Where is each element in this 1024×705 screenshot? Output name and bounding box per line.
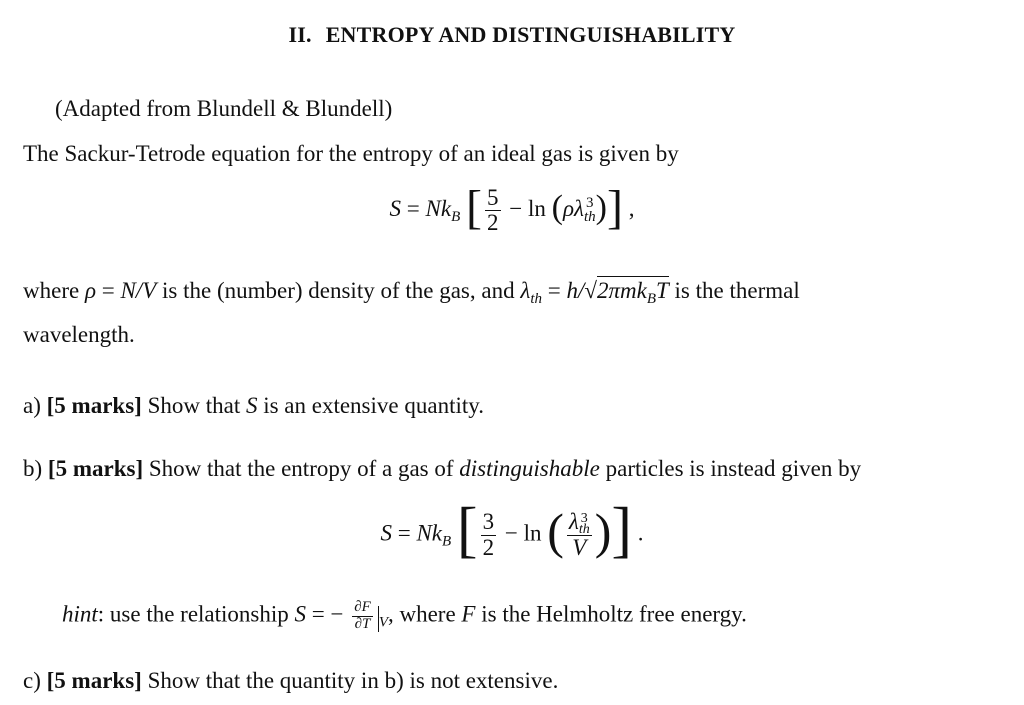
sqrt-sub: B	[646, 291, 656, 307]
eq1-trailing: ,	[628, 195, 635, 221]
eq1-frac-num: 5	[487, 185, 499, 210]
part-c-marks: [5 marks]	[46, 668, 142, 693]
eq1-equals: =	[406, 195, 420, 221]
eq2-inner-den: V	[572, 534, 587, 560]
section-heading: ENTROPY AND DISTINGUISHABILITY	[325, 22, 736, 47]
hint-dnum: ∂F	[354, 599, 371, 615]
eq1-prefactor-sub: B	[451, 208, 461, 225]
hint-text2: where	[399, 601, 456, 627]
part-a	[23, 393, 484, 419]
eq1-fraction	[485, 186, 501, 235]
sackur-tetrode-equation	[0, 180, 1024, 236]
eq1-right-paren: )	[595, 188, 607, 226]
lambda-equals: =	[547, 278, 561, 303]
part-b-marks: [5 marks]	[47, 456, 144, 481]
eq2-prefactor-sub: B	[442, 533, 452, 550]
part-c-label: c)	[23, 668, 41, 693]
source-note: (Adapted from Blundell & Blundell)	[55, 96, 393, 121]
sqrt-body	[596, 276, 669, 307]
eq2-inner-sub: th	[578, 521, 590, 537]
hint-text3: is the Helmholtz free energy.	[481, 601, 747, 627]
eq2-minus: −	[504, 520, 518, 546]
eq1-prefactor: Nk	[425, 195, 452, 221]
part-c-text: Show that the quantity in b) is not extensive.	[147, 668, 559, 693]
eq2-equals: =	[397, 520, 411, 546]
eq1-minus: −	[509, 195, 523, 221]
eq1-arg-sub: th	[583, 208, 596, 225]
eq2-frac-num: 3	[482, 509, 495, 535]
part-a-marks: [5 marks]	[46, 393, 142, 418]
part-b-label: b)	[23, 456, 43, 481]
hint-comma: ,	[387, 601, 394, 627]
density-text: is the (number) density of the gas, and	[162, 278, 515, 303]
hint-F: F	[461, 601, 476, 627]
eq2-frac-den: 2	[482, 534, 495, 560]
hint-var: S	[294, 601, 307, 627]
lambda-sub: th	[530, 291, 542, 307]
hint-line	[62, 600, 747, 633]
eq2-right-bracket: ]	[611, 496, 633, 564]
eq1-arg: ρλ	[562, 195, 584, 221]
part-c	[23, 668, 558, 694]
section-number: II.	[288, 22, 312, 47]
hint-text1: : use the relationship	[97, 601, 289, 627]
eq1-left-paren: (	[551, 188, 563, 226]
hint-eval-sub: V	[378, 614, 388, 631]
eq2-left-paren: (	[547, 503, 564, 559]
hint-rel: = −	[311, 601, 344, 627]
eq2-inner-fraction	[567, 510, 592, 560]
rho-symbol: ρ	[84, 278, 96, 303]
eq2-fraction	[481, 510, 497, 559]
eq1-left-bracket: [	[466, 180, 482, 234]
h-over: h/	[566, 278, 585, 303]
eq1-ln: ln	[527, 195, 546, 221]
part-a-text-before: Show that	[147, 393, 241, 418]
thermal-text: is the thermal	[674, 278, 800, 303]
hint-label: hint	[62, 601, 98, 627]
part-b-text-before: Show that the entropy of a gas of	[148, 456, 454, 481]
eq2-prefactor: Nk	[416, 520, 442, 546]
eq2-lhs: S	[380, 520, 392, 546]
eq1-right-bracket: ]	[606, 180, 623, 234]
eq2-right-paren: )	[594, 503, 612, 559]
sqrt-sign: √	[584, 278, 597, 303]
eq2-ln: ln	[523, 520, 542, 546]
part-b-text-after: particles is instead given by	[605, 456, 862, 481]
part-b-emph: distinguishable	[459, 456, 600, 481]
eq2-inner-num: λ	[568, 508, 579, 534]
sqrt-T: T	[656, 278, 669, 303]
eq1-lhs: S	[389, 195, 402, 221]
lambda-symbol: λ	[520, 278, 531, 303]
hint-derivative	[352, 600, 373, 633]
eq2-inner-sup: 3	[580, 510, 588, 526]
part-a-var: S	[245, 393, 258, 418]
intro-paragraph: The Sackur-Tetrode equation for the entropy of an ideal gas is given by	[23, 141, 679, 166]
hint-dden: ∂T	[354, 615, 371, 632]
part-a-label: a)	[23, 393, 41, 418]
density-expression: N/V	[120, 278, 157, 303]
part-a-text-after: is an extensive quantity.	[263, 393, 484, 418]
sqrt-content: 2πmk	[596, 278, 647, 303]
eq2-trailing: .	[637, 520, 644, 546]
eq1-frac-den: 2	[487, 210, 499, 236]
section-title	[0, 22, 1024, 48]
eq2-inner-num-wrap	[567, 510, 592, 536]
part-b	[23, 456, 861, 482]
eq2-left-bracket: [	[456, 496, 478, 564]
where-word: where	[23, 278, 80, 303]
distinguishable-entropy-equation	[0, 496, 1024, 566]
definitions-line	[23, 278, 998, 308]
eq1-arg-sup: 3	[586, 195, 594, 212]
wavelength-word: wavelength.	[23, 322, 135, 347]
rho-equals: =	[101, 278, 115, 303]
